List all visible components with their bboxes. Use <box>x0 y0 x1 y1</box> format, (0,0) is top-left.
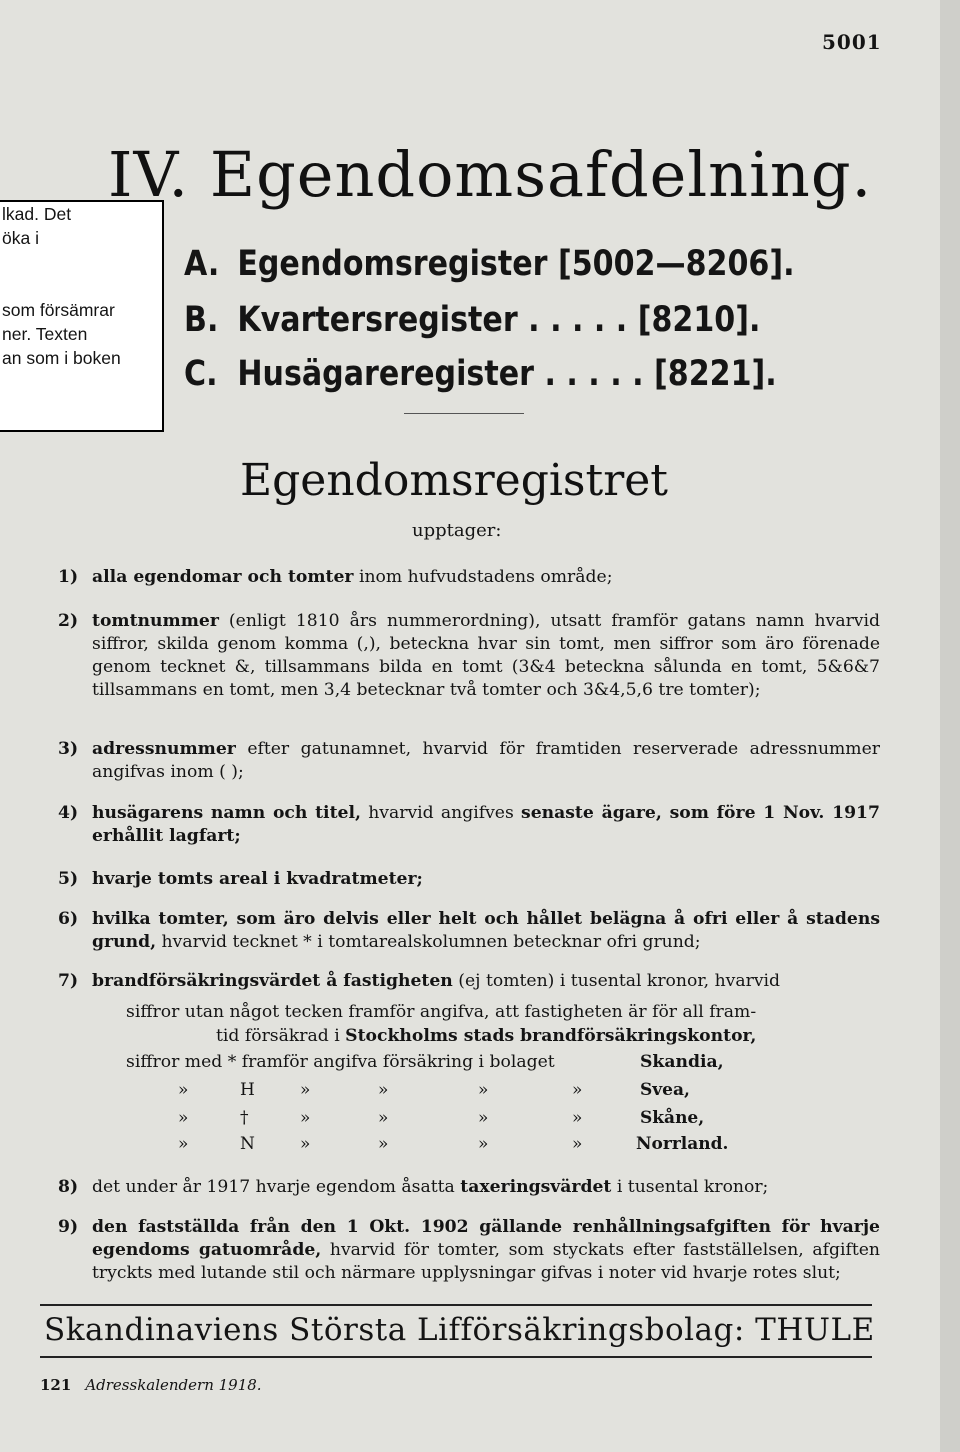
ditto-mark: » <box>178 1108 189 1128</box>
ditto-mark: » <box>478 1108 489 1128</box>
overlay-note-box <box>0 200 164 432</box>
item-text: inom hufvudstadens område; <box>353 567 613 587</box>
subsection-text: Husägareregister . . . . . [8221]. <box>237 354 777 394</box>
ditto-mark: » <box>300 1080 311 1100</box>
ditto-mark: » <box>572 1134 583 1154</box>
note-gap <box>2 250 162 298</box>
list-item-3 <box>58 738 880 784</box>
page-number: 5001 <box>822 30 882 54</box>
item-text: hvarvid tecknet * i tomtarealskolumnen betecknar ofri grund; <box>156 932 701 952</box>
subsection-a <box>184 244 795 284</box>
note-line: öka i <box>2 228 39 248</box>
ditto-mark: » <box>378 1134 389 1154</box>
advertisement: Skandinaviens Största Lifförsäkringsbolag: THULE <box>44 1312 875 1348</box>
item-number: 7) <box>58 971 79 991</box>
ditto-mark: » <box>300 1108 311 1128</box>
item-bold: hvarje tomts areal i kvadratmeter; <box>92 869 423 889</box>
list-item-9 <box>58 1216 880 1285</box>
company-skane: Skåne, <box>640 1108 705 1128</box>
item-bold: husägarens namn och titel, <box>92 803 361 823</box>
ditto-mark: » <box>572 1080 583 1100</box>
subsection-c <box>184 354 777 394</box>
item-number: 2) <box>58 611 79 631</box>
ditto-mark: » <box>178 1134 189 1154</box>
subsection-letter: A. <box>184 244 220 284</box>
ditto-mark: » <box>478 1080 489 1100</box>
subsection-text: Kvartersregister . . . . . [8210]. <box>237 300 761 340</box>
item-bold: hvilka tomter, som äro delvis eller helt och hållet belägna å ofri eller å stadens grund, <box>92 909 880 952</box>
ad-rule-top <box>40 1304 872 1306</box>
item-text: det under år 1917 hvarje egendom åsatta <box>92 1177 461 1197</box>
item-text: i tusental kronor; <box>611 1177 769 1197</box>
insurance-line <box>216 1026 756 1046</box>
note-line: an som i boken <box>2 348 121 368</box>
item-text: tid försäkrad i <box>216 1026 346 1046</box>
item-number: 9) <box>58 1217 79 1237</box>
company-norrland: Norrland. <box>636 1134 729 1154</box>
symbol-h: H <box>240 1080 255 1100</box>
page-margin <box>940 0 960 1452</box>
subsection-text: Egendomsregister [5002—8206]. <box>237 244 795 284</box>
item-number: 6) <box>58 909 79 929</box>
section-title: IV. Egendomsafdelning. <box>108 138 873 211</box>
insurance-line: siffror med * framför angifva försäkring i bolaget <box>126 1052 555 1072</box>
company-svea: Svea, <box>640 1080 690 1100</box>
footer-page-number: 121 <box>40 1376 72 1394</box>
footer-title: Adresskalendern 1918. <box>85 1376 262 1394</box>
item-text: (enligt 1810 års nummerordning), utsatt framför gatans namn hvarvid siffror, skilda genom komma (,), beteckna hvar sin tomt, men siffror som äro förenade genom tecknet &, tillsammans bilda en tomt (3&4 beteckna sålunda en tomt, 5&6&7 tillsammans en tomt, men 3,4 betecknar två tomter och 3&4,5,6 tre tomter); <box>92 611 880 700</box>
note-line: som försämrar <box>2 300 115 320</box>
item-number: 3) <box>58 739 79 759</box>
list-item-5 <box>58 868 880 891</box>
item-bold: Stockholms stads brandförsäkringskontor, <box>345 1026 757 1046</box>
item-text: (ej tomten) i tusental kronor, hvarvid <box>452 971 781 991</box>
item-bold: senaste ägare, som före 1 Nov. 1917 erhållit lagfart; <box>92 803 880 846</box>
item-number: 8) <box>58 1177 79 1197</box>
list-item-8 <box>58 1176 880 1199</box>
subsection-b <box>184 300 760 340</box>
intro-text: upptager: <box>412 520 502 541</box>
item-bold: adressnummer <box>92 739 236 759</box>
item-bold: den fastställda från den 1 Okt. 1902 gällande renhållningsafgiften för hvarje egendoms gatuområde, <box>92 1217 880 1260</box>
item-bold: taxeringsvärdet <box>460 1177 612 1197</box>
item-text: efter gatunamnet, hvarvid för framtiden reserverade adressnummer angifvas inom ( ); <box>92 739 880 782</box>
page-footer <box>40 1376 262 1394</box>
company-skandia: Skandia, <box>640 1052 724 1072</box>
ditto-mark: » <box>378 1080 389 1100</box>
list-item-1 <box>58 566 880 589</box>
item-bold: brandförsäkringsvärdet å fastigheten <box>92 971 453 991</box>
item-bold: tomtnummer <box>92 611 219 631</box>
ditto-mark: » <box>178 1080 189 1100</box>
symbol-n: N <box>240 1134 255 1154</box>
note-line: ner. Texten <box>2 324 88 344</box>
subsection-letter: B. <box>184 300 219 340</box>
register-heading: Egendomsregistret <box>240 455 668 506</box>
note-line: lkad. Det <box>2 204 72 224</box>
ditto-mark: » <box>478 1134 489 1154</box>
item-text: hvarvid för tomter, som styckats efter fastställelsen, afgiften tryckts med lutande stil och närmare upplysningar gifvas i noter vid hvarje rotes slut; <box>92 1240 880 1283</box>
item-number: 5) <box>58 869 79 889</box>
ditto-mark: » <box>378 1108 389 1128</box>
subsection-letter: C. <box>184 354 218 394</box>
list-item-7 <box>58 970 880 993</box>
item-bold: alla egendomar och tomter <box>92 567 354 587</box>
ad-rule-bottom <box>40 1356 872 1358</box>
ditto-mark: » <box>300 1134 311 1154</box>
insurance-line: siffror utan något tecken framför angifva, att fastigheten är för all fram- <box>126 1002 757 1022</box>
list-item-6 <box>58 908 880 954</box>
item-number: 4) <box>58 803 79 823</box>
list-item-4 <box>58 802 880 848</box>
item-number: 1) <box>58 567 79 587</box>
item-text: hvarvid angifves <box>360 803 522 823</box>
ditto-mark: » <box>572 1108 583 1128</box>
symbol-cross: † <box>240 1108 249 1128</box>
list-item-2 <box>58 610 880 702</box>
divider <box>404 413 524 414</box>
